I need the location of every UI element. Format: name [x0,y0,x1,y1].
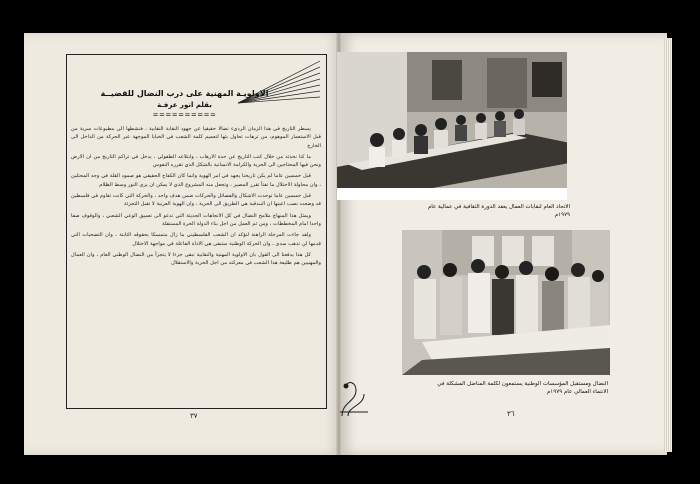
article-frame [66,54,327,409]
article-paragraph: قبل خمسين عاما لم يكن تاريخنا يجهد في امر الهوية وانما كان الكفاح الحقيقي هو صمود القلة في وجه المحتلين ، وان محاولة الاحتلال ما تفتأ تقرر المصير ، وتجعل منه المشروع الذي لا يمكن ان يرى النور وسط الظلام [71,173,321,188]
article-author: بقلم انور عرفـة [157,101,212,109]
article-paragraph: يسطر التاريخ في هذا الزمان الرديء نضالا حقيقيا عن جهود النقابة النقابية ، فنشطها الى مطبوعات سرية من قبل الاستعمار الموهوم، من ترهات تحاول بثها لتعميم كلمة الشعب في الخبايا الموجهة عبر الحركة من الداخل الى الخارج [71,126,321,149]
article-body [71,125,321,401]
photo-meeting [337,52,575,200]
article-paragraph: ما كنا نحدثه من خلال كتب التاريخ عن حدة الارهاب ، وابتلاعه الطفولي ، يدخل في تراكم التاريخ من ان الارض ونحن فيها المحتاجين الى الحرية والكرامة الانسانية بالشكل الذي تقرره النفوس [71,153,321,169]
article-paragraph: قبل خمسين عاما توحدت الاشكال والفصائل والحركات ضمن هدف واحد ، والحركة التي كانت تقاوم في فلسطين قد وضعت نصب اعينها ان البندقية هي الطريق الى الحرية ، وان الهوية العربية لا تقبل التجزئة [71,193,321,208]
page-number-right: ٣٦ [507,410,515,418]
article-title: الاولويـة المهنية على درب النضال للقضيــة [100,89,269,98]
article-paragraph: ويمثل هذا المنهاج ملامح النضال في كل الاتجاهات الحديثة التي تدعو الى تعميق الوعي الشعبي ، والوقوف صفا واحدا امام المخططات ، ومن ثم العمل من اجل بناء الدولة الحرة المستقلة [71,212,321,227]
page-stack-edge [664,38,672,452]
title-separator: ========== [152,111,217,119]
article-paragraph: ولقد جاءت المرحلة الراهنة لتؤكد ان الشعب الفلسطيني ما زال متمسكا بحقوقه الثابتة ، وان التضحيات التي قدمها لن تذهب سدى ، وان الحركة الوطنية ستبقى هي الاداة الفاعلة في مواجهة الاحتلال [71,232,321,247]
caption-bottom: النضال ومستقبل المؤسسات الوطنية يستمعون لكلمة المناضل المشكلة في الانتماء العمالي عام ١٩٧٩م [437,381,608,395]
caption-top: الاتحاد العام لنقابات العمال يعقد الدورة الثقافية في عمالية عام ١٩٧٩م [427,204,570,218]
decorative-lines-icon [238,59,320,105]
article-paragraph: كل هذا يدفعنا الى القول بان الاولوية المهنية والنقابية تبقى جزءا لا يتجزأ من النضال الوطني العام ، وان العمال والمهنيين هم طليعة هذا الشعب في معركته من اجل الحرية والاستقلال [71,251,321,267]
photo-group [402,230,610,375]
ornament-icon [338,372,372,418]
page-number-left: ٣٧ [190,412,198,420]
